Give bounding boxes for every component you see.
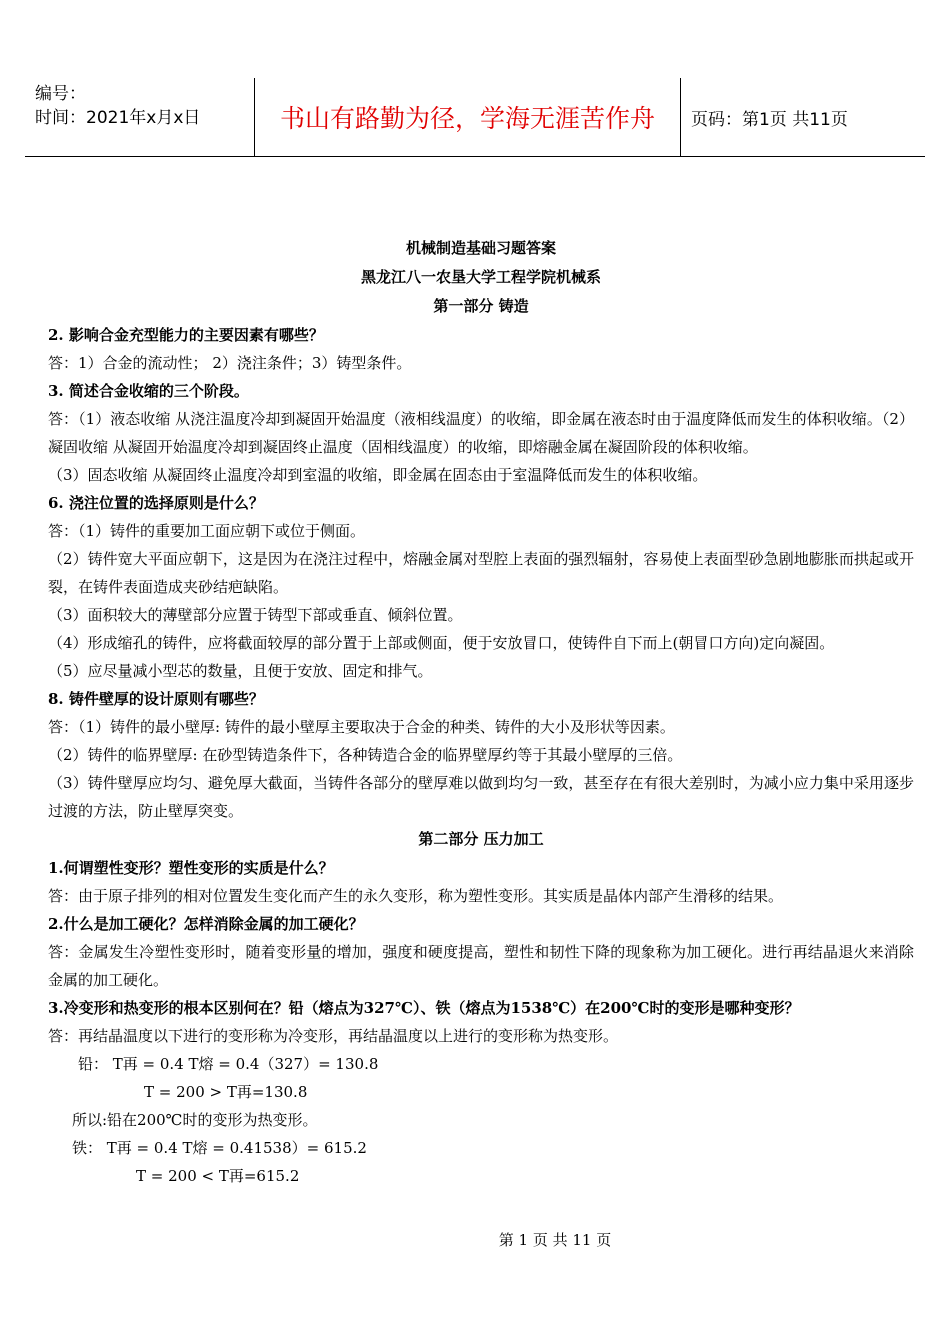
question: 6. 浇注位置的选择原则是什么？ [48,494,264,512]
question: 2. 影响合金充型能力的主要因素有哪些？ [48,326,324,344]
answer: 答：（1）铸件的最小壁厚: 铸件的最小壁厚主要取决于合金的种类、铸件的大小及形状等因素。 [48,718,675,736]
header-divider [680,78,681,156]
calculation-line: T = 200 > T再=130.8 [144,1083,308,1101]
answer: （3）固态收缩 从凝固终止温度冷却到室温的收缩，即金属在固态由于室温降低而发生的体积收缩。 [48,466,708,484]
header-meta [35,82,250,130]
page-code: 页码：第1页 共11页 [691,109,848,130]
question: 3. 简述合金收缩的三个阶段。 [48,382,249,400]
part-heading: 第一部分 铸造 [433,297,529,315]
answer: 答：由于原子排列的相对位置发生变化而产生的永久变形，称为塑性变形。其实质是晶体内部产生滑移的结果。 [48,887,784,905]
answer: 答：1）合金的流动性； 2）浇注条件；3）铸型条件。 [48,354,412,372]
answer: （3）面积较大的薄壁部分应置于铸型下部或垂直、倾斜位置。 [48,606,463,624]
calculation-line: 铁： T再 = 0.4 T熔 = 0.41538）= 615.2 [72,1139,367,1157]
answer: 答：金属发生冷塑性变形时，随着变形量的增加，强度和硬度提高，塑性和韧性下降的现象称为加工硬化。进行再结晶退火来消除金属的加工硬化。 [48,943,914,989]
question: 3.冷变形和热变形的根本区别何在？铅（熔点为327℃）、铁（熔点为1538℃）在200℃时的变形是哪种变形？ [48,999,800,1017]
calculation-line: 铅： T再 = 0.4 T熔 = 0.4（327）= 130.8 [78,1055,379,1073]
document-header [25,78,925,157]
answer: （4）形成缩孔的铸件，应将截面较厚的部分置于上部或侧面，便于安放冒口，使铸件自下而上(朝冒口方向)定向凝固。 [48,634,835,652]
question: 8. 铸件壁厚的设计原则有哪些？ [48,690,264,708]
doc-title: 机械制造基础习题答案 [405,239,556,257]
answer: （3）铸件壁厚应均匀、避免厚大截面，当铸件各部分的壁厚难以做到均匀一致，甚至存在有很大差别时，为减小应力集中采用逐步过渡的方法，防止壁厚突变。 [48,774,914,820]
answer: 答：（1）铸件的重要加工面应朝下或位于侧面。 [48,522,366,540]
question: 1.何谓塑性变形？塑性变形的实质是什么？ [48,859,334,877]
answer: 答：再结晶温度以下进行的变形称为冷变形，再结晶温度以上进行的变形称为热变形。 [48,1027,619,1045]
calculation-line: T = 200 < T再=615.2 [136,1167,300,1185]
number-label: 编号： [35,84,86,104]
question: 2.什么是加工硬化？怎样消除金属的加工硬化？ [48,915,364,933]
document-body [48,234,914,1190]
page-footer: 第 1 页 共 11 页 [498,1231,612,1249]
institution: 黑龙江八一农垦大学工程学院机械系 [360,268,601,286]
answer: （2）铸件的临界壁厚: 在砂型铸造条件下，各种铸造合金的临界壁厚约等于其最小壁厚的三倍。 [48,746,683,764]
answer: 答：（1）液态收缩 从浇注温度冷却到凝固开始温度（液相线温度）的收缩，即金属在液态时由于温度降低而发生的体积收缩。（2）凝固收缩 从凝固开始温度冷却到凝固终止温度（固相线温度）的收缩，即熔融金属在凝固阶段的体积收缩。 [48,410,914,456]
time-label: 时间：2021年x月x日 [35,108,201,128]
motto: 书山有路勤为径，学海无涯苦作舟 [279,104,655,133]
answer: （5）应尽量减小型芯的数量，且便于安放、固定和排气。 [48,662,433,680]
answer: （2）铸件宽大平面应朝下，这是因为在浇注过程中，熔融金属对型腔上表面的强烈辐射，容易使上表面型砂急剧地膨胀而拱起或开裂，在铸件表面造成夹砂结疤缺陷。 [48,550,914,596]
part-heading: 第二部分 压力加工 [418,830,544,848]
calculation-line: 所以:铅在200℃时的变形为热变形。 [72,1111,318,1129]
